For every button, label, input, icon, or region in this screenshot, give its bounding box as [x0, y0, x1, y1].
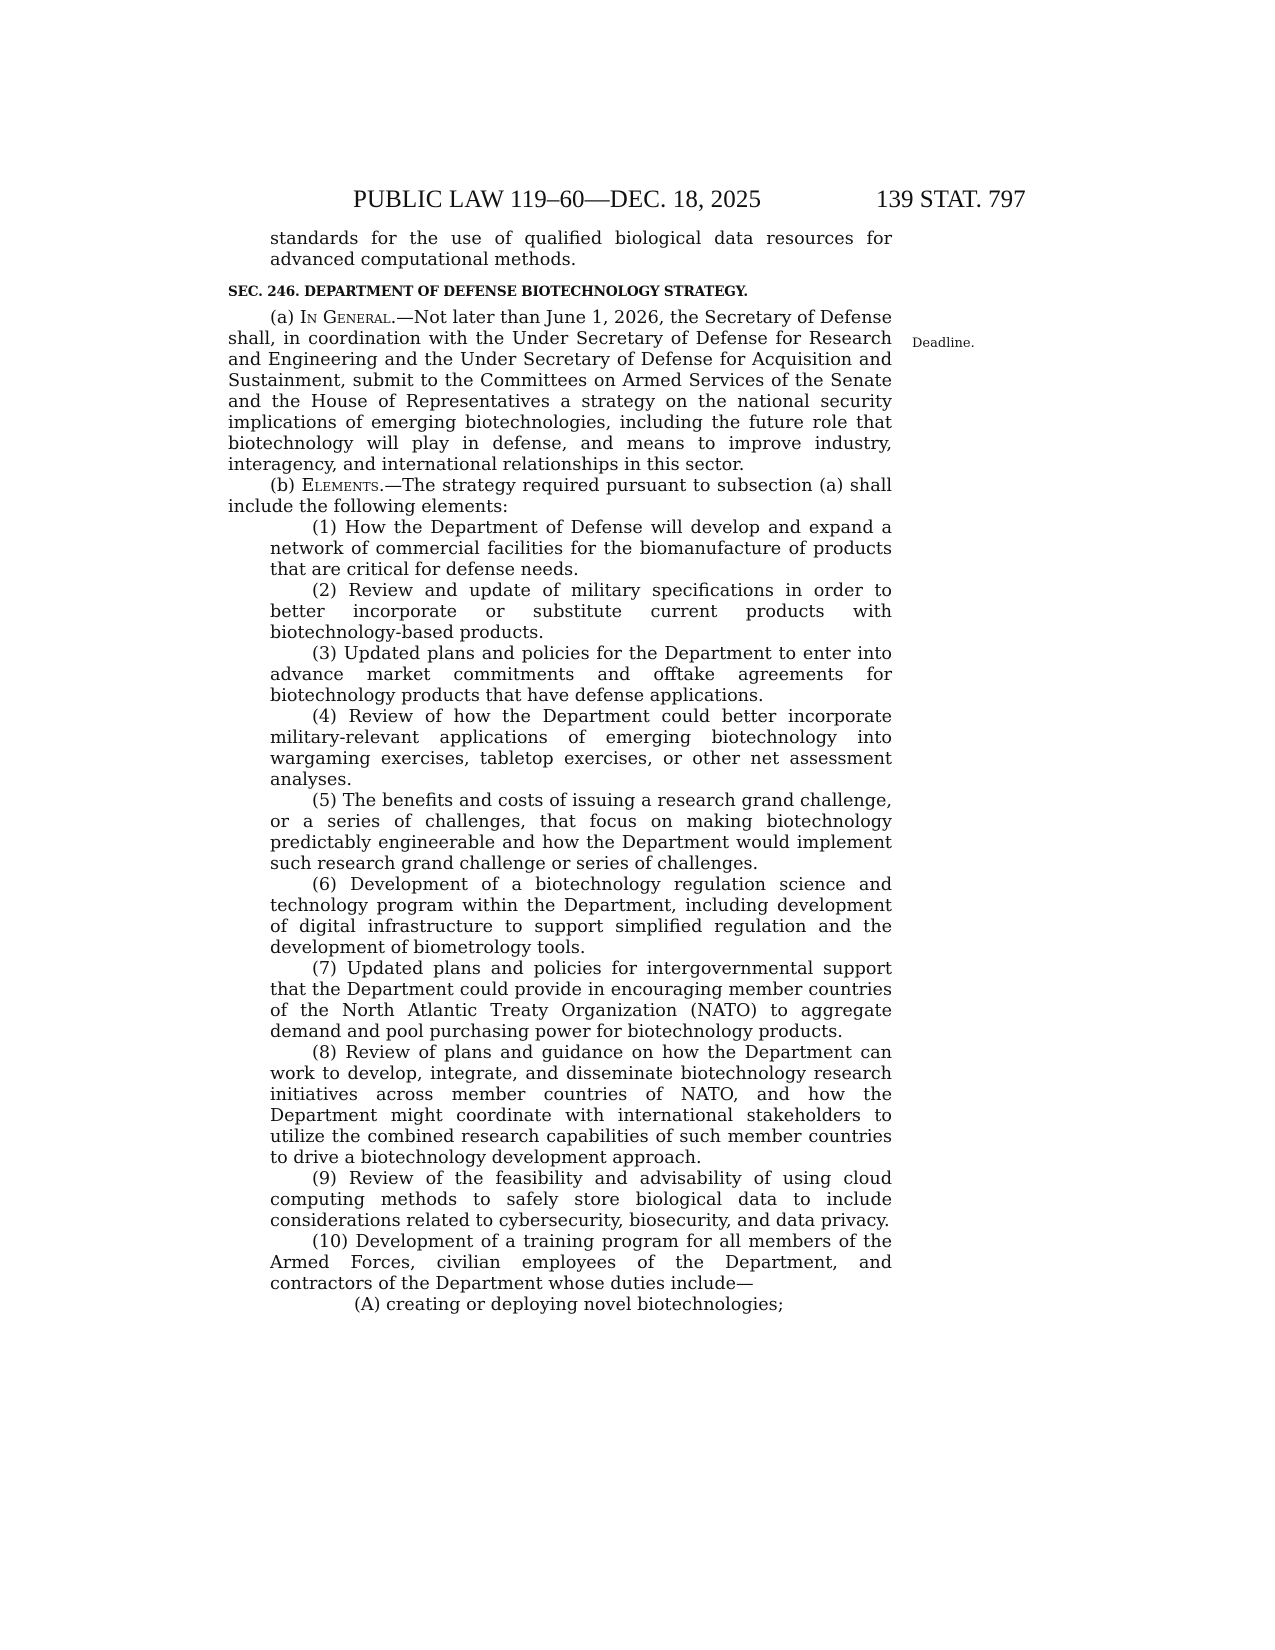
- subparagraph-a: (A) creating or deploying novel biotechnologies;: [354, 1295, 784, 1315]
- subsection-a-label: (a): [270, 308, 300, 328]
- running-head: PUBLIC LAW 119–60—DEC. 18, 2025: [353, 186, 762, 213]
- subsection-b-heading: Elements: [301, 476, 379, 496]
- element-paragraph-10: (10) Development of a training program for all members of the Armed Forces, civilian employees of the Department, and contractors of the Department whose duties include—: [270, 1232, 892, 1294]
- element-paragraph-4: (4) Review of how the Department could better incorporate military-relevant applications of emerging biotechnology into wargaming exercises, tabletop exercises, or other net assessment analyses.: [270, 707, 892, 790]
- element-paragraph-5: (5) The benefits and costs of issuing a research grand challenge, or a series of challenges, that focus on making biotechnology predictably engineerable and how the Department would implement such research grand challenge or series of challenges.: [270, 791, 892, 874]
- element-paragraph-3: (3) Updated plans and policies for the Department to enter into advance market commitments and offtake agreements for biotechnology products that have defense applications.: [270, 644, 892, 706]
- subsection-b-text: .—The strategy required pursuant to subsection (a) shall include the following elements:: [228, 476, 892, 517]
- carryover-paragraph: standards for the use of qualified biological data resources for advanced computational methods.: [270, 229, 892, 270]
- page-citation: 139 STAT. 797: [876, 186, 1026, 213]
- element-paragraph-6: (6) Development of a biotechnology regulation science and technology program within the Department, including development of digital infrastructure to support simplified regulation and the development of biometrology tools.: [270, 875, 892, 958]
- document-body: [228, 229, 892, 271]
- section-body: [228, 308, 892, 1316]
- subsection-a-text: .—Not later than June 1, 2026, the Secretary of Defense shall, in coordination with the Under Secretary of Defense for Research and Engineering and the Under Secretary of Defense for Acquisition and Sustainment, submit to the Committees on Armed Services of the Senate and the House of Representatives a strategy on the national security implications of emerging biotechnologies, including the future role that biotechnology will play in defense, and means to improve industry, interagency, and international relationships in this sector.: [228, 308, 892, 475]
- section-heading: SEC. 246. DEPARTMENT OF DEFENSE BIOTECHNOLOGY STRATEGY.: [228, 284, 748, 300]
- element-paragraph-1: (1) How the Department of Defense will develop and expand a network of commercial facilities for the biomanufacture of products that are critical for defense needs.: [270, 518, 892, 580]
- subsection-b-label: (b): [270, 476, 302, 496]
- element-paragraph-2: (2) Review and update of military specifications in order to better incorporate or substitute current products with biotechnology-based products.: [270, 581, 892, 643]
- section-block: [228, 283, 892, 301]
- subsection-b: [228, 476, 892, 518]
- element-paragraph-9: (9) Review of the feasibility and advisability of using cloud computing methods to safely store biological data to include considerations related to cybersecurity, biosecurity, and data privacy.: [270, 1169, 892, 1231]
- margin-note-deadline: Deadline.: [912, 336, 975, 351]
- element-paragraph-7: (7) Updated plans and policies for intergovernmental support that the Department could provide in encouraging member countries of the North Atlantic Treaty Organization (NATO) to aggregate demand and pool purchasing power for biotechnology products.: [270, 959, 892, 1042]
- subsection-a-heading: In General: [299, 308, 391, 328]
- subsection-a: [228, 308, 892, 476]
- element-paragraph-8: (8) Review of plans and guidance on how the Department can work to develop, integrate, and disseminate biotechnology research initiatives across member countries of NATO, and how the Department might coordinate with international stakeholders to utilize the combined research capabilities of such member countries to drive a biotechnology development approach.: [270, 1043, 892, 1168]
